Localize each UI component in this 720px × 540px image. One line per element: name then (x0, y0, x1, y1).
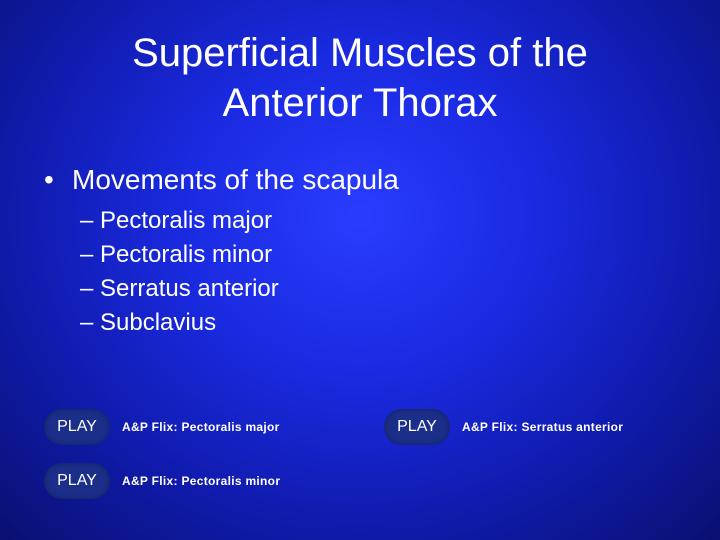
media-row-pectoralis-minor (44, 463, 280, 499)
media-row-serratus-anterior (384, 409, 623, 445)
slide-title (60, 28, 660, 128)
sub-bullet-item: – Pectoralis major (80, 207, 273, 234)
media-row-pectoralis-major (44, 409, 280, 445)
media-caption: A&P Flix: Serratus anterior (462, 420, 624, 434)
sub-bullet-item: – Serratus anterior (80, 275, 279, 302)
play-button[interactable]: PLAY (384, 409, 450, 445)
slide-title-line-1: Superficial Muscles of the (132, 31, 588, 75)
sub-bullet-item: – Pectoralis minor (80, 241, 273, 268)
bullet-item (44, 160, 399, 200)
play-button[interactable]: PLAY (44, 409, 110, 445)
bullet-marker: • (44, 164, 54, 195)
sub-bullet-item: – Subclavius (80, 309, 217, 336)
media-caption: A&P Flix: Pectoralis minor (122, 474, 281, 488)
play-button[interactable]: PLAY (44, 463, 110, 499)
slide-title-line-2: Anterior Thorax (222, 81, 498, 125)
bullet-text: Movements of the scapula (72, 164, 399, 195)
media-caption: A&P Flix: Pectoralis major (122, 420, 280, 434)
sub-bullet-list (80, 204, 279, 340)
